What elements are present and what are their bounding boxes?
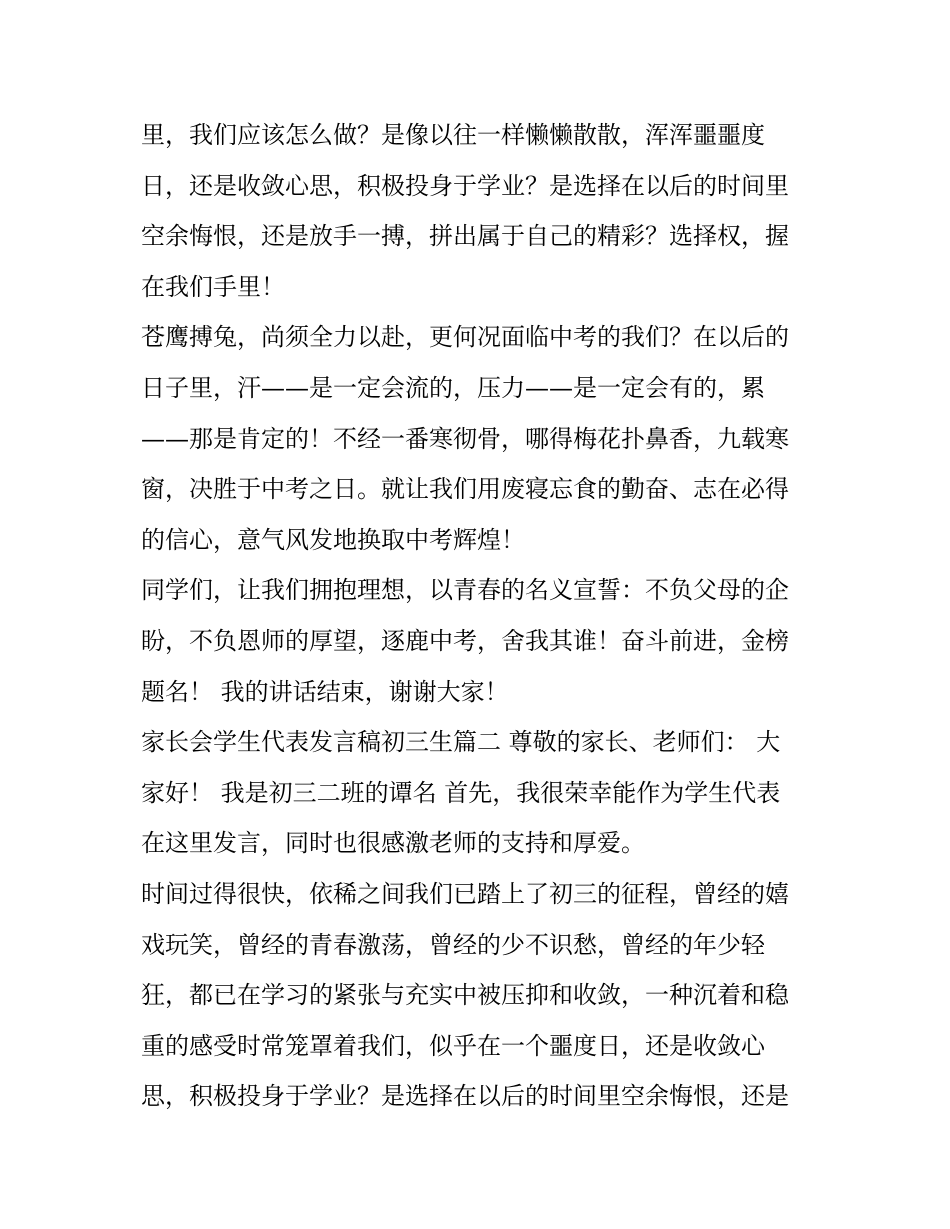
text-line: 盼，不负恩师的厚望，逐鹿中考，舍我其谁！奋斗前进，金榜 [141, 626, 789, 655]
text-line: 窗，决胜于中考之日。就让我们用废寝忘食的勤奋、志在必得 [141, 475, 789, 504]
text-line: 题名！ 我的讲话结束，谢谢大家！ [141, 677, 509, 706]
text-line: 空余悔恨，还是放手一搏，拼出属于自己的精彩？选择权，握 [141, 222, 789, 251]
text-line: 同学们，让我们拥抱理想，以青春的名义宣誓：不负父母的企 [141, 576, 789, 605]
text-line: 的信心，意气风发地换取中考辉煌！ [141, 525, 525, 554]
text-line: 苍鹰搏兔，尚须全力以赴，更何况面临中考的我们？在以后的 [141, 323, 789, 352]
text-line: 家长会学生代表发言稿初三生篇二 尊敬的家长、老师们： 大 [141, 728, 781, 757]
text-line: 家好！ 我是初三二班的谭名 首先，我很荣幸能作为学生代表 [141, 778, 781, 807]
document-body [141, 110, 821, 1122]
text-line: 时间过得很快，依稀之间我们已踏上了初三的征程，曾经的嬉 [141, 879, 789, 908]
text-line: 重的感受时常笼罩着我们，似乎在一个噩度日，还是收敛心 [141, 1031, 765, 1060]
text-line: 在我们手里！ [141, 272, 285, 301]
text-line: 里，我们应该怎么做？是像以往一样懒懒散散，浑浑噩噩度 [141, 121, 765, 149]
text-line: ——那是肯定的！不经一番寒彻骨，哪得梅花扑鼻香，九载寒 [141, 424, 789, 453]
text-line: 思，积极投身于学业？是选择在以后的时间里空余悔恨，还是 [141, 1082, 789, 1111]
text-line: 日，还是收敛心思，积极投身于学业？是选择在以后的时间里 [141, 171, 789, 200]
text-line: 狂，都已在学习的紧张与充实中被压抑和收敛，一种沉着和稳 [141, 981, 789, 1010]
text-line: 戏玩笑，曾经的青春激荡，曾经的少不识愁，曾经的年少轻 [141, 930, 765, 959]
text-line: 在这里发言，同时也很感激老师的支持和厚爱。 [141, 829, 645, 858]
text-line: 日子里，汗——是一定会流的，压力——是一定会有的，累 [141, 373, 765, 402]
